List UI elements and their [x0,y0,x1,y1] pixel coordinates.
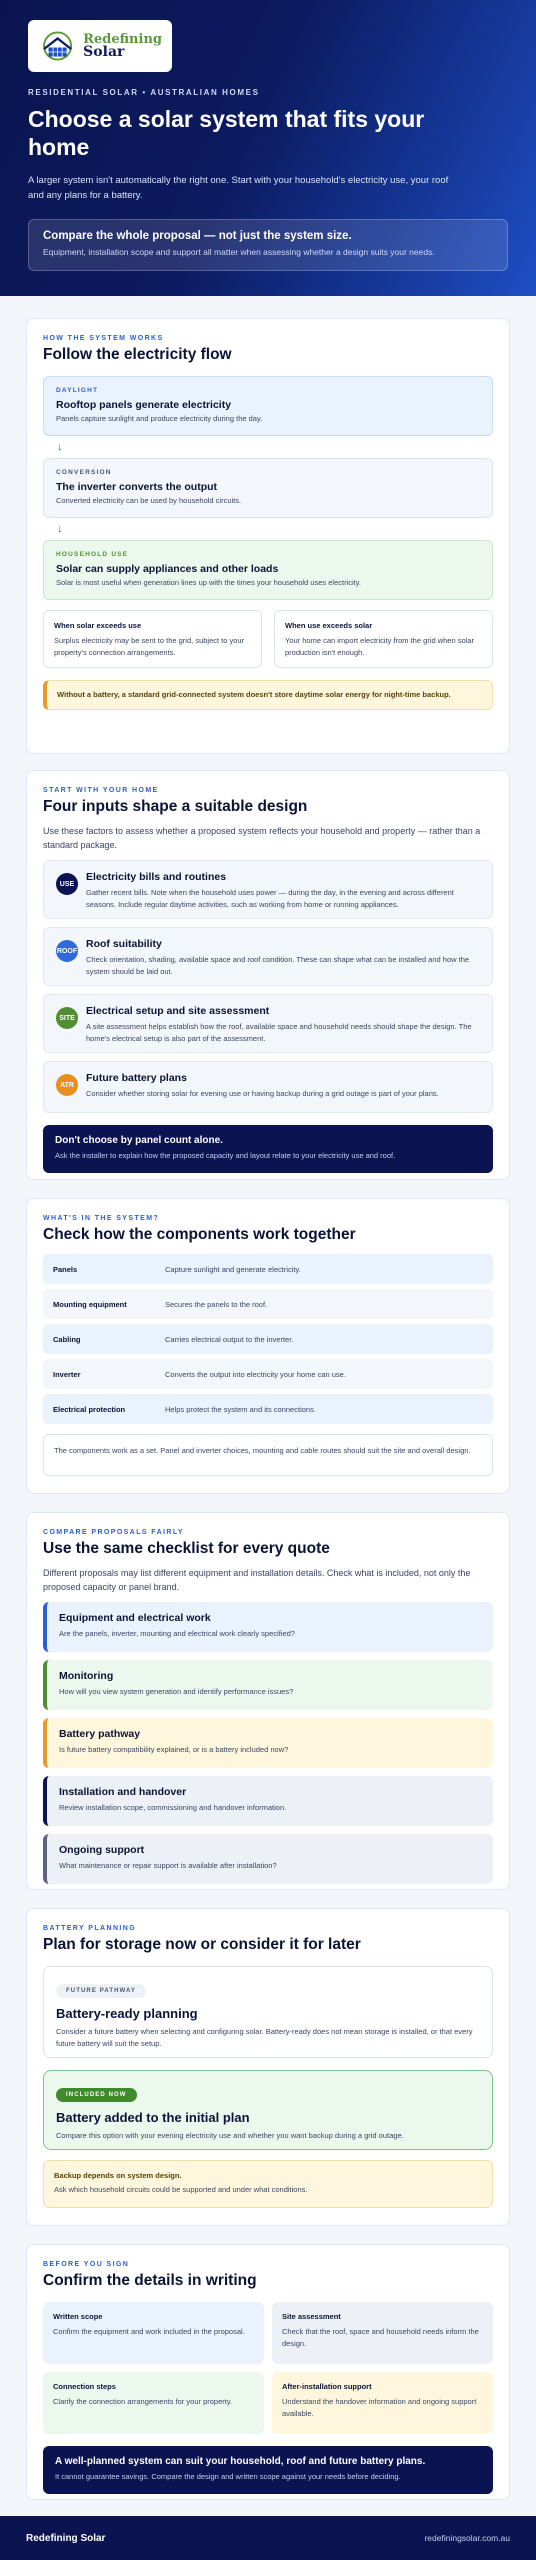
flow-step-title: Rooftop panels generate electricity [56,399,232,411]
card-text: Check that the roof, space and household needs inform the design. [282,2327,479,2348]
input-title: Electrical setup and site assessment [86,1005,270,1017]
checklist-item-support [43,1834,493,1884]
surplus-deficit-split [43,610,493,668]
section-eyebrow: COMPARE PROPOSALS FAIRLY [43,1529,184,1536]
checklist-title: Battery pathway [59,1728,141,1740]
input-text: Gather recent bills. Note when the household uses power — during the day, in the evening and across different seasons. Include regular daytime activities, such as working from home or running appliances. [86,888,454,909]
callout-subtitle: It cannot guarantee savings. Compare the design and written scope against your needs before deciding. [55,2472,401,2481]
input-title: Electricity bills and routines [86,871,227,883]
checklist-section [26,1512,510,1890]
component-name: Cabling [53,1334,81,1344]
input-title: Roof suitability [86,938,162,950]
flow-step-text: Panels capture sunlight and produce electricity during the day. [56,414,263,423]
battery-section [26,1908,510,2226]
battery-ready-card [43,1966,493,2058]
checklist-text: What maintenance or repair support is available after installation? [59,1861,277,1870]
battery-badge: ATR [56,1074,78,1096]
roof-badge: ROOF [56,940,78,962]
footer-brand[interactable]: Redefining Solar [26,2532,106,2544]
checklist-text: Is future battery compatibility explained, or is a battery included now? [59,1745,289,1754]
flow-step-conversion [43,458,493,518]
flow-step-daylight [43,376,493,436]
card-title: Battery-ready planning [56,2006,198,2021]
sign-checklist-grid [43,2302,493,2434]
checklist-item-equipment [43,1602,493,1652]
flow-step-household-use [43,540,493,600]
checklist-item-monitoring [43,1660,493,1710]
table-row [43,1324,493,1354]
checklist-text: Review installation scope, commissioning and handover information. [59,1803,287,1812]
flow-step-tag: HOUSEHOLD USE [56,551,129,558]
site-badge: SITE [56,1007,78,1029]
section-title: Plan for storage now or consider it for later [43,1936,361,1953]
arrow-down-icon: ↓ [57,523,63,535]
card-text: Consider a future battery when selecting and configuring solar. Battery-ready does not mean storage is installed, or that every future battery will suit the setup. [56,2027,473,2048]
callout-title: Don't choose by panel count alone. [55,1135,223,1146]
use-badge: USE [56,873,78,895]
callout-subtitle: Ask the installer to explain how the proposed capacity and layout relate to your electricity use and roof. [55,1151,396,1160]
card-title: Connection steps [53,2382,116,2391]
card-text: Surplus electricity may be sent to the grid, subject to your property's connection arrangements. [54,636,245,657]
hero-callout-title: Compare the whole proposal — not just the system size. [43,230,352,242]
logo[interactable] [28,20,172,72]
component-role: Carries electrical output to the inverter. [165,1334,294,1344]
component-role: Capture sunlight and generate electricity. [165,1264,301,1274]
checklist-text: Are the panels, inverter, mounting and electrical work clearly specified? [59,1629,295,1638]
section-eyebrow: BATTERY PLANNING [43,1925,137,1932]
card-text: Your home can import electricity from the grid when solar production isn't enough. [285,636,474,657]
input-text: A site assessment helps establish how the roof, available space and household needs should shape the design. The home's electrical setup is also part of the assessment. [86,1022,472,1043]
flow-step-title: The inverter converts the output [56,481,218,493]
card-title: When solar exceeds use [54,621,142,630]
inputs-section [26,770,510,1180]
checklist-title: Installation and handover [59,1786,187,1798]
input-card-site [43,994,493,1053]
hero [0,0,536,296]
summary-callout [43,2446,493,2494]
written-scope-card [43,2302,264,2364]
section-title: Four inputs shape a suitable design [43,798,308,815]
section-title: Follow the electricity flow [43,346,232,363]
hero-callout [28,219,508,271]
section-title: Use the same checklist for every quote [43,1540,330,1557]
card-title: When use exceeds solar [285,621,373,630]
table-row [43,1394,493,1424]
solar-exceeds-use-card [43,610,262,668]
component-role: Converts the output into electricity your home can use. [165,1369,346,1379]
component-name: Panels [53,1264,78,1274]
section-eyebrow: HOW THE SYSTEM WORKS [43,335,164,342]
arrow-down-icon: ↓ [57,441,63,453]
connection-steps-card [43,2372,264,2434]
panel-count-callout [43,1125,493,1173]
page-title: Choose a solar system that fits your home [28,106,425,160]
card-title: Site assessment [282,2312,341,2321]
section-eyebrow: WHAT'S IN THE SYSTEM? [43,1215,160,1222]
site-assessment-card [272,2302,493,2364]
checklist-item-installation [43,1776,493,1826]
components-table [43,1254,493,1424]
component-name: Electrical protection [53,1404,126,1414]
card-title: Written scope [53,2312,103,2321]
card-title: After-installation support [282,2382,372,2391]
section-intro: Use these factors to assess whether a proposed system reflects your household and property — rather than a standard package. [43,826,481,850]
component-role: Helps protect the system and its connections. [165,1404,316,1414]
warning-title: Backup depends on system design. [54,2171,182,2180]
logo-wordmark [83,33,162,59]
no-battery-warning: Without a battery, a standard grid-connected system doesn't store daytime solar energy for night-time backup. [43,680,493,710]
callout-title: A well-planned system can suit your household, roof and future battery plans. [55,2456,426,2467]
hero-lead: A larger system isn't automatically the right one. Start with your household's electricity use, your roof and any plans for a battery. [28,175,449,201]
warning-text: Ask which household circuits could be supported and under what conditions. [54,2185,308,2194]
table-row [43,1359,493,1389]
flow-step-title: Solar can supply appliances and other loads [56,563,279,575]
input-card-battery [43,1061,493,1113]
hero-eyebrow: RESIDENTIAL SOLAR • AUSTRALIAN HOMES [28,88,260,97]
flow-section [26,318,510,754]
flow-step-text: Solar is most useful when generation lines up with the times your household uses electricity. [56,578,362,587]
checklist-title: Ongoing support [59,1844,145,1856]
footer-url-link[interactable]: redefiningsolar.com.au [424,2533,510,2543]
section-eyebrow: BEFORE YOU SIGN [43,2261,130,2268]
logo-line-2: Solar [83,44,125,60]
card-text: Compare this option with your evening electricity use and whether you want backup during a grid outage. [56,2131,404,2140]
solar-house-logo-icon [38,26,77,66]
checklist-title: Equipment and electrical work [59,1612,211,1624]
flow-step-text: Converted electricity can be used by household circuits. [56,496,242,505]
use-exceeds-solar-card [274,610,493,668]
input-text: Check orientation, shading, available space and roof condition. These can shape what can be installed and how the system should be laid out. [86,955,470,976]
backup-warning [43,2160,493,2208]
input-card-roof [43,927,493,986]
component-role: Secures the panels to the roof. [165,1299,268,1309]
components-note: The components work as a set. Panel and inverter choices, mounting and cable routes should suit the site and overall design. [43,1434,493,1476]
table-row [43,1254,493,1284]
hero-callout-subtitle: Equipment, installation scope and support all matter when assessing whether a design suits your needs. [43,247,435,257]
input-title: Future battery plans [86,1072,187,1084]
input-text: Consider whether storing solar for evening use or having backup during a grid outage is part of your plans. [86,1089,439,1098]
checklist-item-battery [43,1718,493,1768]
footer [0,2516,536,2560]
card-text: Understand the handover information and ongoing support available. [282,2397,477,2418]
included-now-pill: INCLUDED NOW [56,2088,137,2102]
component-name: Inverter [53,1369,81,1379]
component-name: Mounting equipment [53,1299,127,1309]
section-title: Confirm the details in writing [43,2272,257,2289]
section-intro: Different proposals may list different equipment and installation details. Check what is included, not only the proposed capacity or panel brand. [43,1568,471,1592]
card-text: Clarify the connection arrangements for your property. [53,2397,233,2406]
card-text: Confirm the equipment and work included in the proposal. [53,2327,245,2336]
table-row [43,1289,493,1319]
logo-line-1: Redefining [83,32,162,47]
battery-included-card [43,2070,493,2150]
flow-step-tag: CONVERSION [56,469,112,476]
components-section [26,1198,510,1494]
before-you-sign-section [26,2244,510,2500]
card-title: Battery added to the initial plan [56,2110,250,2125]
input-card-electricity [43,860,493,919]
flow-step-tag: DAYLIGHT [56,387,99,394]
section-title: Check how the components work together [43,1226,356,1243]
checklist-title: Monitoring [59,1670,114,1682]
future-pathway-pill: FUTURE PATHWAY [56,1984,146,1998]
after-installation-card [272,2372,493,2434]
checklist-text: How will you view system generation and identify performance issues? [59,1687,294,1696]
section-eyebrow: START WITH YOUR HOME [43,787,159,794]
